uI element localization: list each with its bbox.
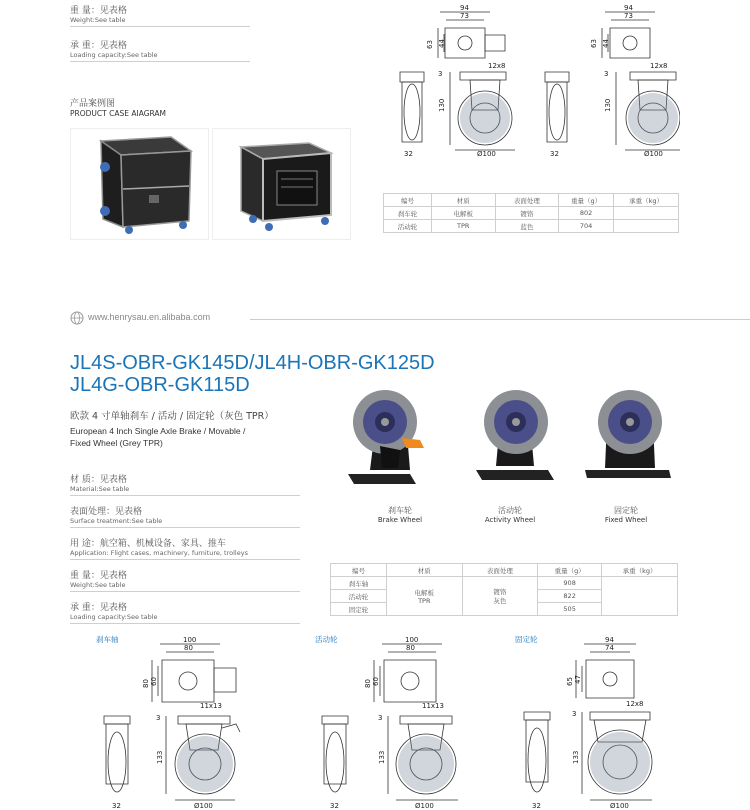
spec-cn: 用 途：航空箱、机械设备、家具、推车 — [70, 539, 226, 549]
dim-65: 65 — [566, 677, 574, 686]
table-cell: 刹车轮 — [384, 207, 432, 220]
top-dim-44-right: 44 — [602, 39, 610, 48]
dim-47: 47 — [574, 675, 582, 684]
caption-cn: 活动轮 — [498, 506, 522, 515]
surface-b: 灰色 — [493, 597, 507, 605]
dim-60-h: 60 — [372, 677, 380, 686]
spec-cn: 重 量：见表格 — [70, 571, 127, 581]
dim-32: 32 — [112, 802, 121, 810]
product-case-title-cn: 产品案例图 — [70, 99, 116, 109]
top-dim-94-left: 94 — [460, 4, 469, 12]
table-cell: 活动轮 — [384, 220, 432, 233]
divider-line — [250, 319, 750, 320]
top-dim-slot-right: 12x8 — [650, 62, 668, 70]
table-header: 重量（g） — [538, 564, 602, 577]
material-a: 电解板 — [414, 588, 435, 597]
flight-case-photo-1 — [70, 128, 209, 240]
dim-133: 133 — [572, 750, 580, 764]
dim-60-h: 60 — [150, 677, 158, 686]
top-weight-spec — [70, 3, 250, 27]
load-label-en: Loading capacity:See table — [70, 51, 250, 62]
top-load-spec — [70, 38, 250, 62]
fixed-view-drawing — [510, 632, 680, 810]
caption-cn: 固定轮 — [614, 506, 638, 515]
table-cell: 电解板 — [431, 207, 495, 220]
table-header: 承重（kg） — [614, 194, 679, 207]
activity-wheel-photo — [468, 378, 578, 498]
spec-en: Surface treatment:See table — [70, 517, 300, 528]
top-dim-32-right: 32 — [550, 150, 559, 158]
website-url[interactable]: www.henrysau.en.alibaba.com — [88, 312, 211, 322]
table-row — [384, 220, 679, 233]
spec-cn: 承 重：见表格 — [70, 603, 127, 613]
top-dim-73-left: 73 — [460, 12, 469, 20]
load-label-cn: 承 重：见表格 — [70, 41, 127, 51]
product-case-heading — [70, 96, 166, 118]
product-subtitle-en-2: Fixed Wheel (Grey TPR) — [70, 438, 163, 448]
surface-a: 镀铬 — [493, 588, 507, 596]
dim-100: 100 — [183, 636, 197, 644]
fixed-wheel-caption — [576, 505, 676, 524]
top-dim-130-right: 130 — [604, 98, 612, 112]
dim-dia: Ø100 — [610, 802, 629, 810]
caption-en: Brake Wheel — [377, 516, 423, 524]
caption-en: Fixed Wheel — [604, 516, 648, 524]
table-cell: 镀铬 — [495, 207, 559, 220]
table-header-row — [384, 194, 679, 207]
table-cell: 908 — [538, 577, 602, 590]
dim-dia: Ø100 — [194, 802, 213, 810]
table-cell: 505 — [538, 603, 602, 616]
caption-cn: 刹车轮 — [388, 506, 412, 515]
table-header: 表面处理 — [495, 194, 559, 207]
table-header: 承重（kg） — [602, 564, 678, 577]
dim-dia: Ø100 — [415, 802, 434, 810]
brake-view-drawing — [90, 632, 270, 810]
flight-case-photo-2 — [212, 128, 351, 240]
dim-3: 3 — [156, 714, 161, 722]
fixed-wheel-photo — [575, 378, 685, 498]
product-subtitle-cn: 欧款 4 寸单轴刹车 / 活动 / 固定轮（灰色 TPR） — [70, 411, 274, 422]
spec-en: Application: Flight cases, machinery, furniture, trolleys — [70, 549, 300, 560]
material-b: TPR — [418, 596, 431, 605]
swivel-view-label: 活动轮 — [315, 635, 338, 644]
dim-80-h: 80 — [142, 679, 150, 688]
top-dim-32-left: 32 — [404, 150, 413, 158]
table-header-row — [331, 564, 678, 577]
table-cell — [602, 577, 678, 616]
dim-slot: 12x8 — [626, 700, 644, 708]
table-cell: 822 — [538, 590, 602, 603]
brake-wheel-caption — [350, 505, 450, 524]
table-header: 编号 — [384, 194, 432, 207]
dim-3: 3 — [378, 714, 383, 722]
top-weight-table — [383, 193, 679, 233]
table-cell: 固定轮 — [331, 603, 387, 616]
top-dim-94-right: 94 — [624, 4, 633, 12]
activity-wheel-caption — [460, 505, 560, 524]
table-row — [331, 577, 678, 590]
dim-slot: 11x13 — [200, 702, 222, 710]
product-subtitle-en-1: European 4 Inch Single Axle Brake / Movable / — [70, 426, 246, 436]
weight-label-cn: 重 量：见表格 — [70, 6, 127, 16]
table-header: 材质 — [386, 564, 462, 577]
weight-label-en: Weight:See table — [70, 16, 250, 27]
spec-load — [70, 600, 300, 624]
top-dim-dia-right: Ø100 — [644, 150, 663, 158]
table-cell: 704 — [559, 220, 614, 233]
table-cell — [614, 220, 679, 233]
table-cell: 活动轮 — [331, 590, 387, 603]
dim-133: 133 — [156, 750, 164, 764]
top-wheel-drawings — [380, 0, 680, 160]
table-header: 编号 — [331, 564, 387, 577]
product-title-line2: JL4G-OBR-GK115D — [70, 374, 250, 396]
dim-slot: 11x13 — [422, 702, 444, 710]
top-dim-dia-left: Ø100 — [477, 150, 496, 158]
table-cell — [614, 207, 679, 220]
top-dim-44-left: 44 — [438, 39, 446, 48]
spec-en: Loading capacity:See table — [70, 613, 300, 624]
table-header: 材质 — [431, 194, 495, 207]
top-dim-3-right: 3 — [604, 70, 609, 78]
table-cell: 蓝色 — [495, 220, 559, 233]
spec-cn: 表面处理：见表格 — [70, 507, 143, 517]
spec-cn: 材 质：见表格 — [70, 475, 127, 485]
dim-94: 94 — [605, 636, 614, 644]
product-title-line1: JL4S-OBR-GK145D/JL4H-OBR-GK125D — [70, 352, 435, 374]
dim-100: 100 — [405, 636, 419, 644]
table-cell: 802 — [559, 207, 614, 220]
dim-3: 3 — [572, 710, 577, 718]
spec-application — [70, 536, 300, 560]
top-dim-63-right: 63 — [590, 39, 598, 48]
bottom-weight-table — [330, 563, 678, 616]
globe-icon — [70, 311, 84, 325]
table-cell — [462, 577, 538, 616]
spec-material — [70, 472, 300, 496]
top-dim-130-left: 130 — [438, 98, 446, 112]
dim-32: 32 — [330, 802, 339, 810]
spec-en: Material:See table — [70, 485, 300, 496]
dim-32: 32 — [532, 802, 541, 810]
spec-surface — [70, 504, 300, 528]
table-cell: TPR — [431, 220, 495, 233]
top-dim-63-left: 63 — [426, 40, 434, 49]
fixed-view-label: 固定轮 — [515, 635, 538, 644]
website-bar — [70, 310, 750, 330]
dim-74: 74 — [605, 644, 614, 652]
table-header: 表面处理 — [462, 564, 538, 577]
dim-80-w: 80 — [184, 644, 193, 652]
table-cell: 刹车轴 — [331, 577, 387, 590]
top-dim-73-right: 73 — [624, 12, 633, 20]
spec-list — [70, 472, 300, 624]
top-dim-3-left: 3 — [438, 70, 443, 78]
table-header: 重量（g） — [559, 194, 614, 207]
brake-view-label: 刹车轴 — [96, 635, 119, 644]
dim-80-w: 80 — [406, 644, 415, 652]
spec-en: Weight:See table — [70, 581, 300, 592]
spec-weight — [70, 568, 300, 592]
dim-133: 133 — [378, 750, 386, 764]
dim-80-h: 80 — [364, 679, 372, 688]
brake-wheel-photo — [340, 378, 450, 498]
swivel-view-drawing — [310, 632, 480, 810]
product-case-title-en: PRODUCT CASE AIAGRAM — [70, 109, 167, 118]
table-cell — [386, 577, 462, 616]
table-row — [384, 207, 679, 220]
caption-en: Activity Wheel — [484, 516, 536, 524]
top-dim-slot-left: 12x8 — [488, 62, 506, 70]
